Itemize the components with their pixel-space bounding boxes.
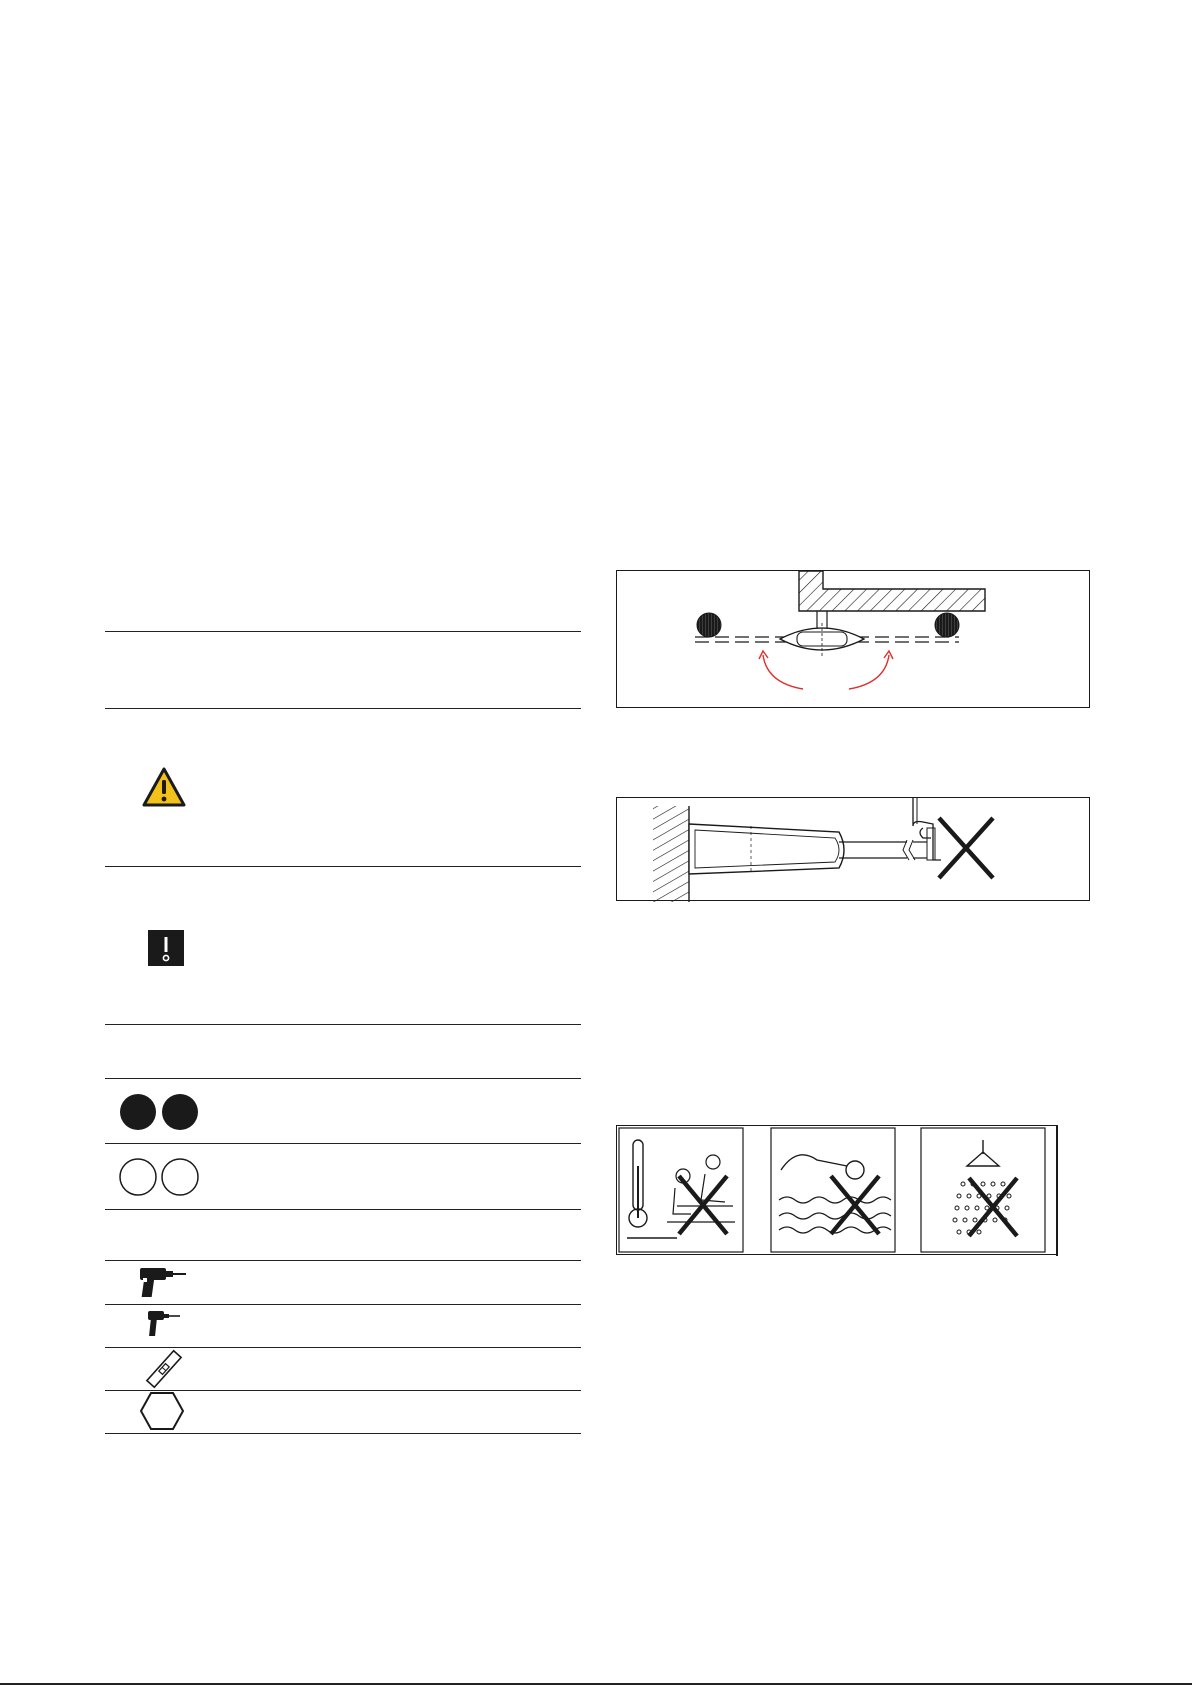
two-outline-circles-icon bbox=[118, 1157, 204, 1197]
door-swing-diagram bbox=[616, 570, 1090, 708]
rule-7 bbox=[105, 1209, 581, 1210]
rule-5 bbox=[105, 1078, 581, 1079]
notice-exclamation-icon bbox=[148, 930, 184, 966]
rule-3 bbox=[105, 866, 581, 867]
power-drill-icon bbox=[138, 1266, 188, 1300]
two-filled-circles-icon bbox=[118, 1092, 204, 1132]
glass-clamp-incorrect-diagram bbox=[616, 797, 1090, 901]
rule-4 bbox=[105, 1024, 581, 1025]
no-sauna-icon bbox=[619, 1128, 743, 1252]
rule-6 bbox=[105, 1143, 581, 1144]
warning-triangle-icon bbox=[141, 766, 187, 808]
no-steam-shower-icon bbox=[921, 1128, 1045, 1252]
no-swimming-pool-icon bbox=[771, 1128, 895, 1252]
rule-8 bbox=[105, 1260, 581, 1261]
screwdriver-icon bbox=[146, 1308, 182, 1340]
rule-9 bbox=[105, 1304, 581, 1305]
rule-12 bbox=[105, 1433, 581, 1434]
spirit-level-icon bbox=[142, 1348, 186, 1390]
rule-1 bbox=[105, 631, 581, 632]
hex-wrench-icon bbox=[139, 1390, 185, 1432]
prohibited-uses-panel bbox=[616, 1125, 1058, 1255]
rule-2 bbox=[105, 708, 581, 709]
